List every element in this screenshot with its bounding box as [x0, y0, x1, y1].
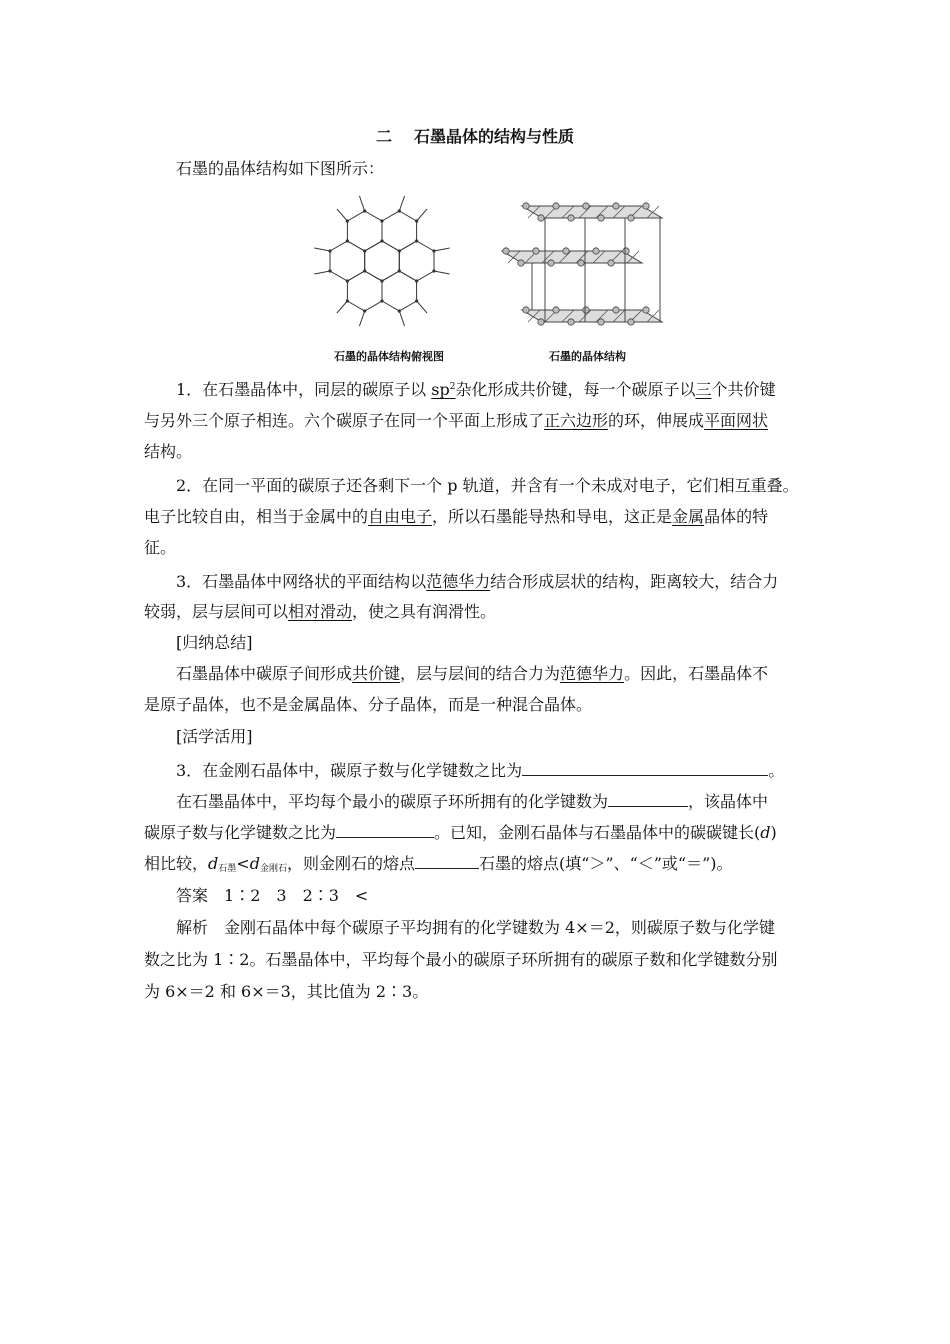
p1-line3: 结构。	[144, 442, 193, 461]
carbon-atom	[415, 279, 418, 282]
carbon-atom	[628, 319, 634, 325]
analysis-line1: 解析 金刚石晶体中每个碳原子平均拥有的化学键数为 4×＝2，则碳原子数与化学键	[176, 918, 775, 937]
answer-blank-1[interactable]	[522, 761, 768, 776]
free-electron-answer: 自由电子	[368, 507, 433, 526]
analysis-line2: 数之比为 1∶2。石墨晶体中，平均每个最小的碳原子环所拥有的碳原子数和化学键数分别	[144, 950, 778, 969]
crystal-caption: 石墨的晶体结构	[549, 350, 626, 363]
carbon-atom	[598, 319, 604, 325]
hexagon-ring	[382, 271, 417, 311]
question-line3: 碳原子数与化学键数之比为 。已知，金刚石晶体与石墨晶体中的碳碳键长(d)	[144, 823, 777, 842]
p1-line1: 1．在石墨晶体中，同层的碳原子以 $sp^2$杂化形成共价键，每一个碳原子以三个共价键	[176, 380, 776, 399]
intro-text: 石墨的晶体结构如下图所示：	[176, 159, 385, 178]
carbon-atom	[553, 203, 559, 209]
carbon-atom	[432, 269, 435, 272]
carbon-atom	[346, 279, 349, 282]
carbon-atom	[523, 203, 529, 209]
p3-line1: 3．石墨晶体中网络状的平面结构以范德华力结合形成层状的结构，距离较大，结合力	[176, 572, 779, 591]
carbon-atom	[583, 307, 589, 313]
analysis-label: 解析	[176, 918, 209, 937]
carbon-atom	[328, 269, 331, 272]
carbon-atom	[568, 319, 574, 325]
carbon-atom	[415, 239, 418, 242]
carbon-atom	[608, 260, 614, 266]
answer-label: 答案	[176, 886, 209, 905]
carbon-atom	[432, 249, 435, 252]
carbon-atom	[380, 219, 383, 222]
answer-line	[176, 886, 856, 906]
hexagon-ring	[399, 241, 434, 281]
carbon-atom	[548, 260, 554, 266]
section-heading	[0, 124, 950, 147]
carbon-atom	[598, 215, 604, 221]
carbon-atom	[346, 219, 349, 222]
carbon-atom	[563, 248, 569, 254]
carbon-atom	[503, 248, 509, 254]
answer-text: 1∶2 3 2∶3 <	[224, 886, 369, 905]
p2-line1: 2．在同一平面的碳原子还各剩下一个 p 轨道，并含有一个未成对电子，它们相互重叠。	[176, 476, 799, 495]
bond-stub	[314, 248, 330, 251]
hexagon-ring	[365, 241, 400, 281]
bond-stub	[434, 271, 450, 274]
carbon-atom	[623, 248, 629, 254]
carbon-atom	[380, 239, 383, 242]
carbon-atom	[398, 269, 401, 272]
practice-label: [活学活用]	[176, 727, 253, 746]
bond-stub	[314, 271, 330, 274]
p1-line2: 与另外三个原子相连。六个碳原子在同一个平面上形成了正六边形的环，伸展成平面网状	[144, 411, 769, 430]
graphene-layer	[522, 203, 662, 221]
carbon-atom	[613, 307, 619, 313]
carbon-atom	[415, 219, 418, 222]
answer-blank-3[interactable]	[336, 823, 434, 838]
hexagon-ring	[347, 271, 382, 311]
bond-stub	[417, 209, 427, 221]
carbon-atom	[538, 215, 544, 221]
bond-stub	[417, 301, 427, 313]
carbon-atom	[363, 309, 366, 312]
graphite-top-view-diagram	[314, 196, 449, 326]
carbon-atom	[568, 215, 574, 221]
carbon-atom	[643, 307, 649, 313]
carbon-atom	[363, 209, 366, 212]
bond-stub	[399, 196, 404, 211]
hexagon-ring	[330, 241, 365, 281]
graphite-crystal-structure-diagram	[502, 203, 662, 325]
bond-stub	[359, 196, 364, 211]
bond-stub	[359, 311, 364, 326]
summary-line1: 石墨晶体中碳原子间形成共价键，层与层间的结合力为范德华力。因此，石墨晶体不	[176, 664, 769, 683]
carbon-atom	[380, 299, 383, 302]
carbon-atom	[523, 307, 529, 313]
hybridization-answer: $sp^2$	[431, 380, 456, 399]
carbon-atom	[583, 203, 589, 209]
carbon-atom	[398, 309, 401, 312]
carbon-atom	[398, 209, 401, 212]
carbon-atom	[328, 249, 331, 252]
p3-line2: 较弱，层与层间可以相对滑动，使之具有润滑性。	[144, 602, 497, 621]
graphite-figures	[310, 188, 670, 368]
carbon-atom	[363, 269, 366, 272]
carbon-atom	[628, 215, 634, 221]
question-line4: 相比较，$d_{石墨}<d_{金刚石}$，则金刚石的熔点 石墨的熔点(填“＞”、“＜”或“＝”)。	[144, 854, 733, 874]
p2-line2: 电子比较自由，相当于金属中的自由电子，所以石墨能导热和导电，这正是金属晶体的特	[144, 507, 769, 526]
bond-count-answer: 三	[695, 380, 712, 399]
question-line2: 在石墨晶体中，平均每个最小的碳原子环所拥有的化学键数为 ，该晶体中	[176, 792, 769, 811]
question-line1: 3．在金刚石晶体中，碳原子数与化学键数之比为 。	[176, 761, 785, 780]
answer-blank-4[interactable]	[415, 854, 479, 869]
top-view-caption: 石墨的晶体结构俯视图	[334, 350, 444, 363]
bond-stub	[434, 248, 450, 251]
carbon-atom	[553, 307, 559, 313]
carbon-atom	[643, 203, 649, 209]
ring-shape-answer: 正六边形	[544, 411, 609, 430]
layer-structure-answer: 平面网状	[704, 411, 769, 430]
bond-stub	[399, 311, 404, 326]
carbon-atom	[346, 239, 349, 242]
analysis-line3: 为 6×＝2 和 6×＝3，其比值为 2∶3。	[144, 982, 429, 1001]
bond-stub	[337, 209, 347, 221]
hexagon-ring	[382, 211, 417, 251]
carbon-atom	[533, 248, 539, 254]
carbon-atom	[593, 248, 599, 254]
carbon-atom	[613, 203, 619, 209]
answer-blank-2[interactable]	[608, 792, 688, 807]
bond-stub	[337, 301, 347, 313]
carbon-atom	[346, 299, 349, 302]
sliding-answer: 相对滑动	[288, 602, 353, 621]
carbon-atom	[538, 319, 544, 325]
carbon-atom	[398, 249, 401, 252]
carbon-atom	[518, 260, 524, 266]
summary-line2: 是原子晶体，也不是金属晶体、分子晶体，而是一种混合晶体。	[144, 695, 593, 714]
section-title: 石墨晶体的结构与性质	[414, 127, 575, 146]
covalent-answer: 共价键	[352, 664, 401, 683]
carbon-atom	[363, 249, 366, 252]
summary-label: [归纳总结]	[176, 633, 253, 652]
carbon-atom	[415, 299, 418, 302]
carbon-atom	[380, 279, 383, 282]
section-number: 二	[375, 127, 392, 146]
interlayer-force-answer: 范德华力	[560, 664, 625, 683]
graphene-layer	[502, 248, 642, 266]
hexagon-ring	[347, 211, 382, 251]
p2-line3: 征。	[144, 538, 177, 557]
vdw-answer: 范德华力	[426, 572, 491, 591]
metal-answer: 金属	[672, 507, 705, 526]
graphene-layer	[522, 307, 662, 325]
carbon-atom	[578, 260, 584, 266]
